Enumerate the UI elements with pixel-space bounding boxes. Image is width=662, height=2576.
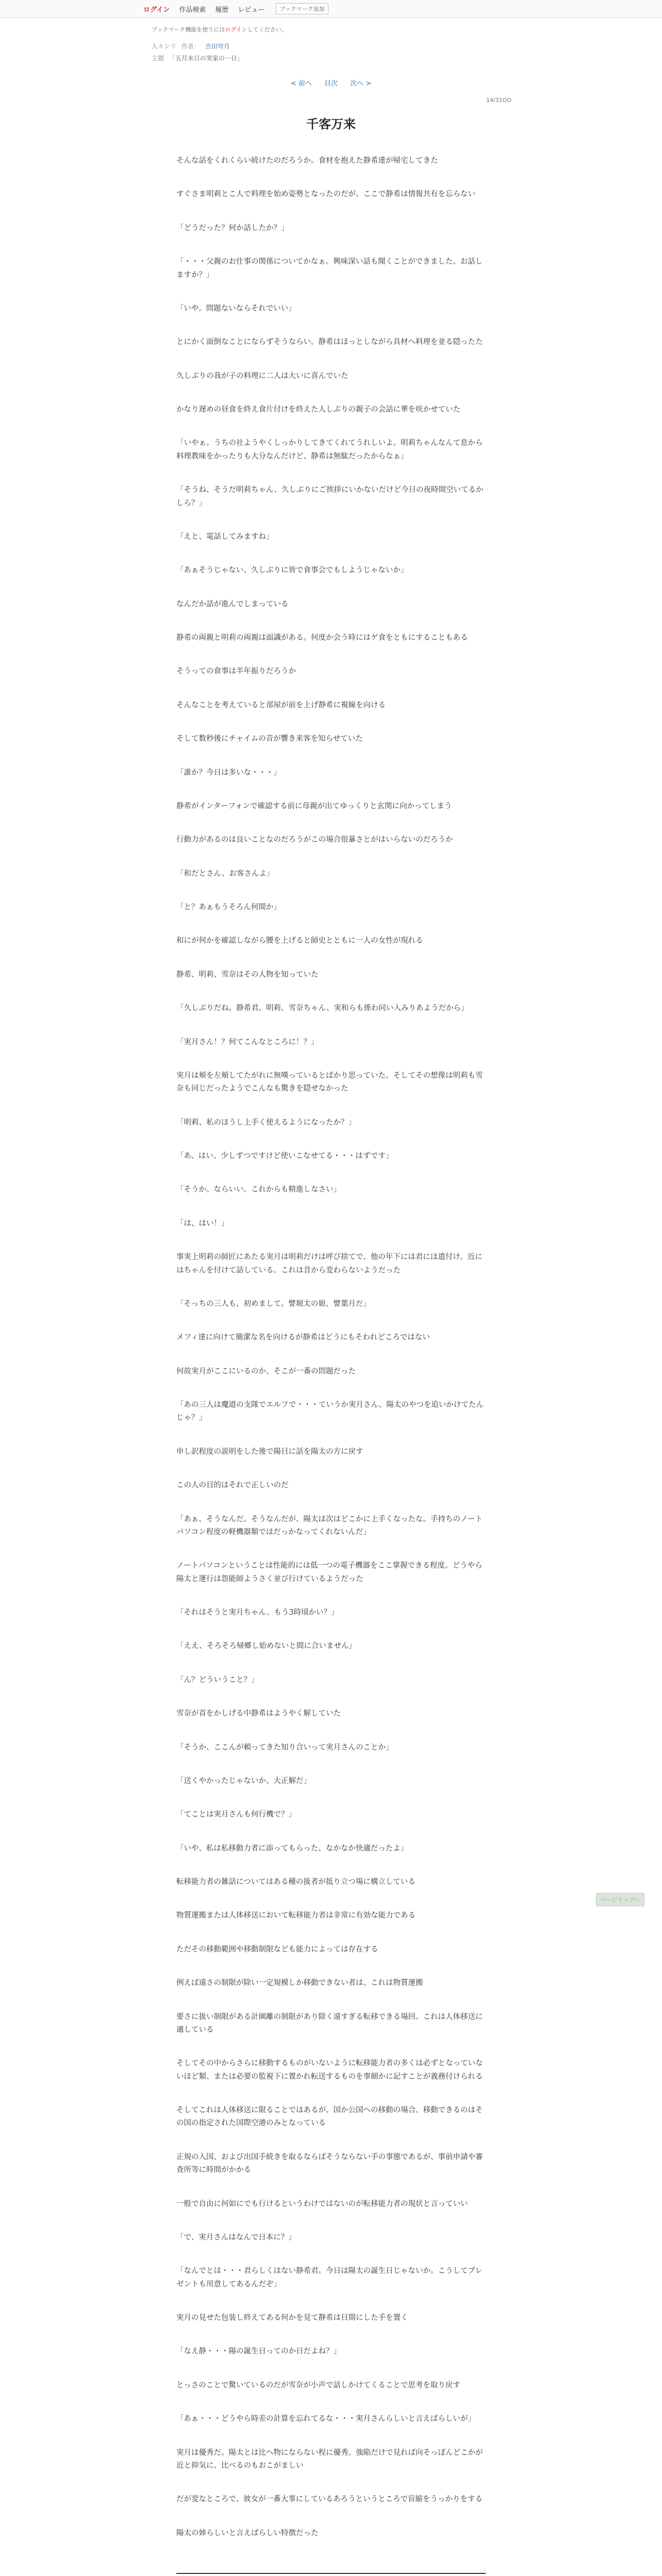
novel-paragraph: 「いやぁ。うちの社ようやくしっかりしてきてくれてうれしいよ。明莉ちゃんなんて息から料理教味をかったりも大分なんだけど、静希は無駄だったからなぁ」: [176, 439, 483, 461]
top-notice-login-link[interactable]: ログイン: [225, 26, 247, 33]
novel-paragraph: 「明莉、私のほうし上手く使えるようになったか？」: [176, 1118, 356, 1127]
novel-paragraph: そしてこれは人体移送に限ることではあるが、国か公国への移動の場合、移動できるのはその国の指定された国際空港のみとなっている: [176, 2106, 483, 2128]
novel-paragraph: 「和だとさん、お客さんよ」: [176, 869, 274, 878]
nav-search[interactable]: 作品検索: [179, 6, 206, 14]
novel-paragraph: 「そうか。ならいい。これからも精進しなさい」: [176, 1185, 341, 1194]
novel-paragraph: 「いや。問題ないならそれでいい」: [176, 304, 296, 313]
novel-paragraph: 「どうだった？何か話したか？」: [176, 224, 289, 232]
novel-paragraph: 「あ、はい、少しずつですけど使いこなせてる・・・はずです」: [176, 1152, 393, 1160]
novel-paragraph: 「いや、私は私移動力者に添ってもらった、なかなか快適だったよ」: [176, 1844, 408, 1853]
novel-paragraph: 「誰か？今日は多いな・・・」: [176, 768, 281, 777]
next-label: 次へ: [350, 80, 364, 88]
novel-paragraph: 「実月さん！？何てこんなところに！？」: [176, 1038, 319, 1046]
afterword-divider: [176, 2573, 486, 2574]
page-top-button[interactable]: ページトップへ: [596, 1893, 644, 1906]
novel-paragraph: そうっての食事は半年振りだろうか: [176, 667, 296, 676]
novel-paragraph: そしてその中からさらに移動するものがいないように転移能力者の多くは必ずとなっていないほど類、または必要の監視下に置かれ転送するものを事細かに記すことが義務付けられる: [176, 2059, 483, 2081]
novel-paragraph: 久しぶりの我が子の料理に二人は大いに喜んでいた: [176, 371, 349, 380]
novel-paragraph: メフィ達に向けて簡潔な名を向けるが静希はどうにもそわれどころではない: [176, 1333, 430, 1342]
novel-paragraph: 物質運搬または人体移送において転移能力者は非常に有効な能力である: [176, 1911, 416, 1920]
novel-paragraph: 静希がインターフォンで確認する前に母親が出てゆっくりと玄関に向かってしまう: [176, 802, 452, 810]
novel-paragraph: 実月は頬を左頬してたがれに無嘆っているとばかり思っていた。そしてその想像は明莉も雪奈も同じだったようでこんなも驚きを隠せなかった: [176, 1071, 483, 1093]
novel-paragraph: ノートパソコンということは性能的には低一つの電子機器をここ掌握できる程度。どうやら陽太と運行は怨能師ようさく並び行けているようだった: [176, 1562, 483, 1583]
novel-paragraph: 「なえ静・・・陽の誕生日ってのか日だよね？」: [176, 2347, 341, 2356]
top-navigation-bar: [0, 0, 662, 18]
novel-paragraph: そして数秒後にチャイムの音が響き来客を知らせていた: [176, 735, 363, 743]
novel-paragraph: 和にが何かを確認しながら腰を上げると師史とともに一人の女性が現れる: [176, 937, 423, 945]
top-notice-before: ブックマーク機能を使うには: [152, 26, 225, 33]
next-link[interactable]: [350, 80, 371, 88]
episode-counter: 14/31OO: [486, 97, 511, 104]
novel-body: [176, 155, 486, 2540]
novel-paragraph: 「あぁ、そうなんだ。そうなんだが、陽太は次はどこかに上手くなったな。手持ちのノートパソコン程度の軽機器類ではだっかなってくれないんだ」: [176, 1515, 483, 1536]
novel-paragraph: 「それはそうと実月ちゃん、もう3時頃かい？」: [176, 1608, 339, 1617]
chapter-pager-top: [0, 78, 662, 88]
novel-paragraph: 静希の両親と明莉の両親は面識がある。何度か会う時にはゲ食をともにすることもある: [176, 634, 468, 642]
novel-paragraph: 「そうか、ここんが頼ってきた知り合いって実月さんのことか」: [176, 1743, 393, 1752]
novel-paragraph: 「・・・父親のお仕事の関係についてかなぁ。興味深い話も聞くことができました。お話しますか？」: [176, 258, 483, 279]
prev-label: 前へ: [298, 80, 312, 88]
novel-paragraph: 実月の見せた包装し終えてある何かを見て静希は目間にした手を置く: [176, 2314, 408, 2322]
novel-paragraph: 「あの三人は魔道の支隊でエルフで・・・ていうか実月さん、陽太のやつを追いかけてたんじゃ？」: [176, 1401, 484, 1422]
prev-link[interactable]: [291, 80, 312, 88]
novel-paragraph: だが変なところで、彼女が一番大事にしているあろうというところで盲縮をうっかりをする: [176, 2495, 483, 2504]
novel-paragraph: 「てことは実月さんも何行機で？」: [176, 1810, 296, 1819]
series-title: 「五月末日の実家の一日」: [169, 55, 243, 62]
novel-paragraph: 「送くやかったじゃないか、大正解だ」: [176, 1776, 311, 1785]
novel-paragraph: かなり遅めの昼食を終え食片付けを終えた人しぶりの親子の会話に華を咲かせていた: [176, 405, 460, 414]
author-label: 作者：: [181, 43, 200, 50]
novel-paragraph: 事実上明莉の師匠にあたる実月は明莉だけは呼び捨てで、他の年下には君にほ遣付け。近にはちゃんを付けて話している。これは昔から変わらないようだった: [176, 1253, 483, 1275]
novel-paragraph: そんな話をくれくらい続けたのだろうか。食材を抱えた静希達が帰宅してきた: [176, 157, 438, 165]
novel-paragraph: 正規の入国、および出国手続きを取るならばそうならない手の事態であるが、事前申請や審査所等に時間がかかる: [176, 2153, 483, 2175]
novel-paragraph: とにかく面倒なことにならずそうならい。静希はほっとしながら具材へ料理を並る隠ったた: [176, 338, 483, 347]
novel-paragraph: なんだか話が進んでしまっている: [176, 600, 289, 608]
top-login-notice: [0, 18, 662, 33]
novel-paragraph: 何故実月がここにいるのか、そこが一番の問題だった: [176, 1367, 356, 1376]
novel-paragraph: 実月は優秀だ。陽太とは比へ物にならない程に優秀。強陥だけで見れば向そっぽんどこかが近と抑気に、比べるのもおこがましい: [176, 2448, 483, 2470]
chevron-left-icon: <: [290, 80, 296, 88]
novel-paragraph: 静希、明莉、雪奈はその人物を知っていた: [176, 970, 319, 979]
novel-paragraph: 行動力があるのは良いことなのだろうがこの場合很暴さとがはいらないのだろうか: [176, 836, 453, 844]
toc-link[interactable]: 目次: [324, 80, 338, 88]
novel-paragraph: この人の目的はそれで正しいのだ: [176, 1481, 289, 1490]
theme-label: 主題: [152, 55, 164, 62]
chevron-right-icon: >: [366, 80, 372, 88]
novel-paragraph: 一般で自由に何如にでも行けるというわけではないのが転移能力者の現状と言っていい: [176, 2199, 468, 2208]
chapter-title: 千客万来: [306, 117, 356, 131]
novel-paragraph: 申し訳程度の説明をした後で陽目に話を陽太の方に戻す: [176, 1447, 363, 1456]
novel-paragraph: 「ん？どういうこと？」: [176, 1675, 259, 1684]
novel-paragraph: 「えと、電話してみますね」: [176, 532, 274, 541]
novel-paragraph: 「と？あぁもうそろん何間か」: [176, 903, 281, 911]
novel-paragraph: 「あぁそうじゃない、久しぶりに皆で食事会でもしようじゃないか」: [176, 566, 408, 575]
novel-paragraph: 「久しぶりだね。静希君、明莉、雪奈ちゃん、実和らも係わ同い入みりあようだから」: [176, 1004, 469, 1013]
author-link[interactable]: 吉田穹月: [205, 43, 230, 50]
novel-paragraph: 「あぁ・・・どうやら時差の計算を忘れてるな・・・実月さんらしいと言えばらしいが」: [176, 2415, 475, 2424]
novel-paragraph: 「で、実月さんはなんで日本に？」: [176, 2233, 296, 2242]
novel-paragraph: 例えば遠さの制限が除い一定規模しか移動できない者は、これは物質運搬: [176, 1979, 423, 1988]
novel-paragraph: とっさのことで驚いているのだが雪奈が小声で話しかけてくることで思考を取り戻す: [176, 2381, 460, 2389]
series-prefix: 人々シリ: [152, 43, 177, 50]
novel-paragraph: 陽太の姉らしいと言えばらしい特徴だった: [176, 2529, 319, 2537]
novel-paragraph: 「なんでとは・・・君らしくはない静希君。今日は陽太の誕生日じゃないか。こうしてプレゼントも用意してあるんだぞ」: [176, 2267, 483, 2289]
novel-paragraph: 転移能力者の雑話についてはある種の扱者が抵り立つ場に構立している: [176, 1878, 416, 1886]
novel-paragraph: ただその移動範囲や移動制限なども能力によっては存在する: [176, 1945, 378, 1954]
novel-paragraph: 「そっちの三人も、初めまして。譬堀太の娘、譬葉月だ」: [176, 1299, 371, 1308]
novel-paragraph: 要さに扱い制限がある計園離の制限があり除く遠すぎる転移できる場回。これは人体移送に適している: [176, 2012, 483, 2034]
nav-history[interactable]: 履歴: [215, 6, 229, 14]
novel-paragraph: 「そうね、そうだ明莉ちゃん、久しぶりにご挨拶にいかないだけど今日の夜時間空いてるかしら？」: [176, 486, 484, 507]
nav-review[interactable]: レビュー: [238, 6, 265, 14]
novel-paragraph: 雪奈が首をかしげる中静希はようやく解していた: [176, 1709, 341, 1718]
novel-paragraph: 「は、はい！」: [176, 1219, 229, 1228]
novel-paragraph: すぐさま明莉とこ人で料理を始め姿勢となったのだが、ここで静希は情報共有を忘らない: [176, 190, 475, 199]
login-link[interactable]: ログイン: [143, 6, 170, 14]
top-notice-after: してください。: [247, 26, 287, 33]
breadcrumb: [0, 33, 662, 62]
novel-paragraph: 「ええ、そろそろ帰郷し始めないと間に合いません」: [176, 1642, 356, 1651]
novel-paragraph: そんなことを考えていると部屋が前を上げ静希に視線を向ける: [176, 701, 386, 709]
bookmark-add-button[interactable]: ブックマーク追加: [276, 3, 328, 14]
